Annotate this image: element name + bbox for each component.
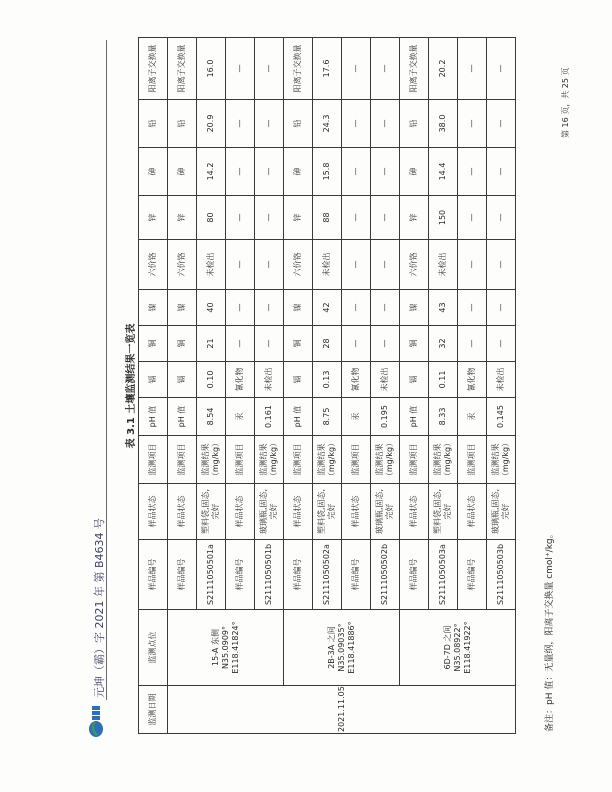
label-cell: — [458, 240, 487, 290]
value-cell: 玻璃瓶,固态,完好 [487, 484, 516, 540]
header-cell: 六价铬 [139, 240, 168, 290]
header-cell: 镉 [139, 362, 168, 398]
value-cell: 42 [313, 290, 342, 326]
label-cell: 铅 [284, 100, 313, 148]
value-cell: 8.54 [197, 398, 226, 436]
label-cell: — [226, 290, 255, 326]
label-cell: 铅 [400, 100, 429, 148]
label-cell: 六价铬 [284, 240, 313, 290]
label-cell: — [226, 148, 255, 196]
header-cell: 监测项目 [139, 436, 168, 484]
value-cell: — [371, 100, 400, 148]
value-cell: 8.75 [313, 398, 342, 436]
value-cell: 未检出 [429, 240, 458, 290]
value-cell: — [255, 326, 284, 362]
value-cell: 17.6 [313, 38, 342, 100]
value-cell: 40 [197, 290, 226, 326]
table-header-row [139, 38, 168, 734]
label-cell: 样品编号 [400, 540, 429, 610]
value-cell: S2111050501b [255, 540, 284, 610]
header-cell: 砷 [139, 148, 168, 196]
rotated-content [82, 26, 582, 746]
label-cell: 镉 [400, 362, 429, 398]
value-cell: — [487, 38, 516, 100]
table-row [400, 38, 429, 734]
label-cell: 样品状态 [226, 484, 255, 540]
value-cell: 21 [197, 326, 226, 362]
value-cell: — [487, 148, 516, 196]
label-cell: 铜 [284, 326, 313, 362]
value-cell: — [487, 326, 516, 362]
label-cell: 汞 [226, 398, 255, 436]
label-cell: 镉 [168, 362, 197, 398]
label-cell: 样品状态 [400, 484, 429, 540]
value-cell: 0.10 [197, 362, 226, 398]
soil-results-table [138, 37, 516, 734]
label-cell: 汞 [342, 398, 371, 436]
label-cell: — [342, 240, 371, 290]
value-cell: S2111050503b [487, 540, 516, 610]
value-cell: — [371, 290, 400, 326]
page-number: 第 16 页，共 25 页 [561, 67, 570, 138]
label-cell: 氰化物 [342, 362, 371, 398]
value-cell: — [487, 290, 516, 326]
label-cell: — [458, 100, 487, 148]
value-cell: 监测结果 （mg/kg） [255, 436, 284, 484]
label-cell: 样品状态 [458, 484, 487, 540]
label-cell: 监测项目 [400, 436, 429, 484]
value-cell: 0.161 [255, 398, 284, 436]
value-cell: 24.3 [313, 100, 342, 148]
value-cell: — [487, 100, 516, 148]
header-cell: 镍 [139, 290, 168, 326]
value-cell: — [255, 38, 284, 100]
value-cell: 88 [313, 196, 342, 240]
label-cell: pH 值 [168, 398, 197, 436]
label-cell: 样品状态 [342, 484, 371, 540]
label-cell: — [342, 290, 371, 326]
label-cell: 监测项目 [458, 436, 487, 484]
label-cell: 锌 [284, 196, 313, 240]
value-cell: S2111050501a [197, 540, 226, 610]
value-cell: — [371, 326, 400, 362]
label-cell: — [226, 100, 255, 148]
label-cell: — [342, 38, 371, 100]
table-row [284, 38, 313, 734]
label-cell: 氰化物 [226, 362, 255, 398]
label-cell: — [342, 326, 371, 362]
header-rule [106, 40, 107, 700]
value-cell: — [255, 240, 284, 290]
value-cell: S2111050502b [371, 540, 400, 610]
value-cell: 43 [429, 290, 458, 326]
location-cell: 6D-7D 之间 N35.08922° E118.41922° [400, 610, 516, 686]
table-row [168, 38, 197, 734]
label-cell: pH 值 [400, 398, 429, 436]
label-cell: 监测项目 [284, 436, 313, 484]
value-cell: — [487, 196, 516, 240]
header-cell: 样品状态 [139, 484, 168, 540]
label-cell: 样品编号 [226, 540, 255, 610]
label-cell: 锌 [400, 196, 429, 240]
label-cell: 砷 [400, 148, 429, 196]
table-title: 表 3.1 土壤监测结果一览表 [126, 323, 137, 449]
value-cell: 玻璃瓶,固态,完好 [371, 484, 400, 540]
value-cell: — [255, 196, 284, 240]
value-cell: — [255, 148, 284, 196]
label-cell: 监测项目 [342, 436, 371, 484]
label-cell: 砷 [284, 148, 313, 196]
value-cell: S2111050503a [429, 540, 458, 610]
label-cell: 锌 [168, 196, 197, 240]
value-cell: 监测结果 （mg/kg） [371, 436, 400, 484]
header-cell: 阳离子交换量 [139, 38, 168, 100]
value-cell: 未检出 [487, 362, 516, 398]
label-cell: 六价铬 [168, 240, 197, 290]
label-cell: — [226, 196, 255, 240]
label-cell: 铜 [168, 326, 197, 362]
header-cell: 铅 [139, 100, 168, 148]
value-cell: — [371, 240, 400, 290]
value-cell: 0.145 [487, 398, 516, 436]
value-cell: 监测结果 （mg/kg） [197, 436, 226, 484]
value-cell: 38.0 [429, 100, 458, 148]
label-cell: 阳离子交换量 [400, 38, 429, 100]
label-cell: 监测项目 [168, 436, 197, 484]
value-cell: 8.33 [429, 398, 458, 436]
value-cell: 14.2 [197, 148, 226, 196]
table-note: 备注：pH 值：无量纲，阳离子交换量 cmol⁺/kg。 [545, 529, 555, 732]
label-cell: 镍 [400, 290, 429, 326]
value-cell: — [255, 290, 284, 326]
value-cell: — [371, 196, 400, 240]
value-cell: 未检出 [313, 240, 342, 290]
header-cell: 锌 [139, 196, 168, 240]
value-cell: 监测结果 （mg/kg） [487, 436, 516, 484]
header-cell: pH 值 [139, 398, 168, 436]
label-cell: — [458, 148, 487, 196]
label-cell: — [458, 196, 487, 240]
company-logo-icon [86, 702, 106, 738]
header-cell: 监测点位 [139, 610, 168, 686]
value-cell: 15.8 [313, 148, 342, 196]
label-cell: 样品编号 [458, 540, 487, 610]
value-cell: 塑料袋,固态,完好 [313, 484, 342, 540]
label-cell: 镉 [284, 362, 313, 398]
value-cell: 未检出 [371, 362, 400, 398]
label-cell: 样品编号 [284, 540, 313, 610]
label-cell: 样品编号 [168, 540, 197, 610]
label-cell: 阳离子交换量 [168, 38, 197, 100]
label-cell: 镍 [284, 290, 313, 326]
location-cell: 2B-3A 之间 N35.09035° E118.41886° [284, 610, 400, 686]
value-cell: 监测结果 （mg/kg） [429, 436, 458, 484]
header-cell: 样品编号 [139, 540, 168, 610]
value-cell: 0.195 [371, 398, 400, 436]
label-cell: pH 值 [284, 398, 313, 436]
value-cell: 0.13 [313, 362, 342, 398]
label-cell: 氰化物 [458, 362, 487, 398]
value-cell: 塑料袋,固态,完好 [429, 484, 458, 540]
header-cell: 铜 [139, 326, 168, 362]
header-cell: 监测日期 [139, 686, 168, 734]
value-cell: S2111050502a [313, 540, 342, 610]
value-cell: — [487, 240, 516, 290]
label-cell: — [226, 326, 255, 362]
label-cell: — [458, 326, 487, 362]
value-cell: 32 [429, 326, 458, 362]
value-cell: 28 [313, 326, 342, 362]
value-cell: 20.9 [197, 100, 226, 148]
label-cell: 砷 [168, 148, 197, 196]
value-cell: — [255, 100, 284, 148]
value-cell: 150 [429, 196, 458, 240]
label-cell: 监测项目 [226, 436, 255, 484]
monitoring-date-cell: 2021.11.05 [168, 686, 516, 734]
value-cell: 80 [197, 196, 226, 240]
label-cell: — [342, 148, 371, 196]
value-cell: 监测结果 （mg/kg） [313, 436, 342, 484]
page-header [84, 34, 114, 738]
label-cell: 铜 [400, 326, 429, 362]
value-cell: — [371, 38, 400, 100]
value-cell: 14.4 [429, 148, 458, 196]
label-cell: 镍 [168, 290, 197, 326]
value-cell: — [371, 148, 400, 196]
location-cell: 15-A 东侧 N35.0909° E118.41824° [168, 610, 284, 686]
label-cell: — [458, 38, 487, 100]
label-cell: 样品编号 [342, 540, 371, 610]
value-cell: 未检出 [255, 362, 284, 398]
label-cell: — [342, 196, 371, 240]
label-cell: — [226, 240, 255, 290]
report-number: 元坤（霸）字 2021 年 第 B4634 号 [93, 517, 106, 698]
label-cell: 阳离子交换量 [284, 38, 313, 100]
label-cell: 六价铬 [400, 240, 429, 290]
label-cell: — [226, 38, 255, 100]
label-cell: 汞 [458, 398, 487, 436]
value-cell: 16.0 [197, 38, 226, 100]
label-cell: 铅 [168, 100, 197, 148]
value-cell: 玻璃瓶,固态,完好 [255, 484, 284, 540]
value-cell: 20.2 [429, 38, 458, 100]
value-cell: 未检出 [197, 240, 226, 290]
label-cell: — [342, 100, 371, 148]
label-cell: 样品状态 [284, 484, 313, 540]
label-cell: — [458, 290, 487, 326]
value-cell: 0.11 [429, 362, 458, 398]
label-cell: 样品状态 [168, 484, 197, 540]
value-cell: 塑料袋,固态,完好 [197, 484, 226, 540]
